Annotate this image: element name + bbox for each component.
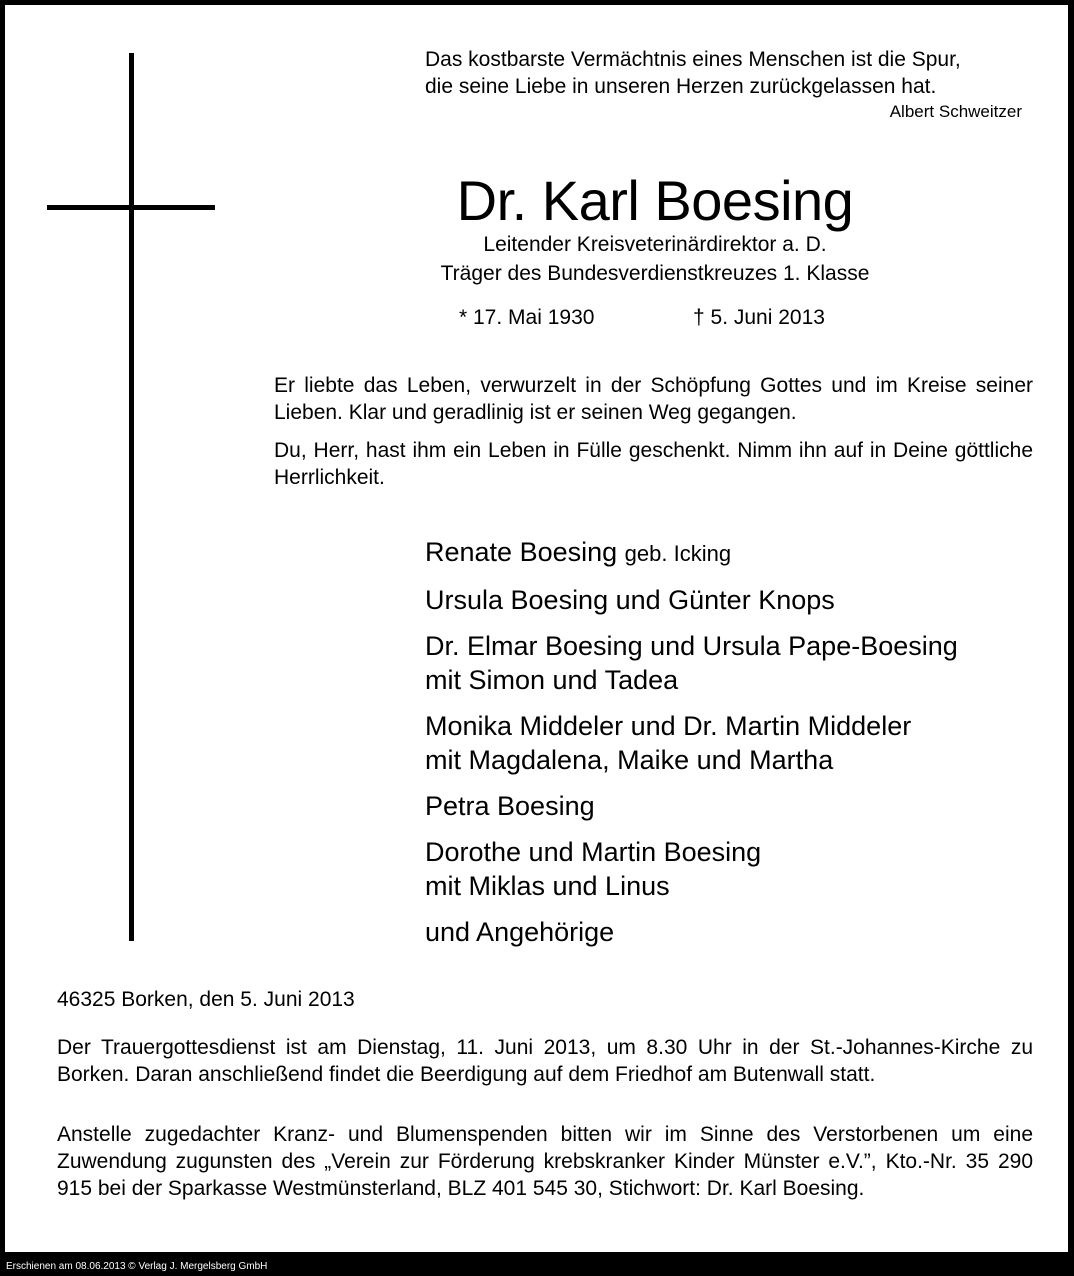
family-entry bbox=[425, 789, 1065, 823]
quote-line-1: Das kostbarste Vermächtnis eines Menschen ist die Spur, bbox=[425, 48, 961, 71]
family-member-elmar-children: mit Simon und Tadea bbox=[425, 665, 679, 695]
family-member-dorothe-children: mit Miklas und Linus bbox=[425, 871, 670, 901]
family-entry bbox=[425, 535, 1065, 571]
family-entry bbox=[425, 835, 1065, 903]
obituary-notice bbox=[5, 5, 1068, 1252]
family-member-ursula: Ursula Boesing und Günter Knops bbox=[425, 585, 835, 615]
tribute-paragraph-2: Du, Herr, hast ihm ein Leben in Fülle geschenkt. Nimm ihn auf in Deine göttliche Herrlichkeit. bbox=[274, 439, 1033, 489]
donation-notice: Anstelle zugedachter Kranz- und Blumenspenden bitten wir im Sinne des Verstorbenen um eine Zuwendung zugunsten des „Verein zur Förderung krebskranker Kinder Münster e.V.”, Kto.-Nr. 35 290 915 bei der Sparkasse Westmünsterland, BLZ 401 545 30, Stichwort: Dr. Karl Boesing. bbox=[57, 1123, 1033, 1200]
family-entry bbox=[425, 583, 1065, 617]
death-date: † 5. Juni 2013 bbox=[693, 306, 825, 329]
place-and-date: 46325 Borken, den 5. Juni 2013 bbox=[57, 988, 355, 1011]
quote-line-2: die seine Liebe in unseren Herzen zurückgelassen hat. bbox=[425, 75, 937, 98]
family-member-dorothe: Dorothe und Martin Boesing bbox=[425, 837, 762, 867]
deceased-title-1: Leitender Kreisveterinärdirektor a. D. bbox=[483, 233, 827, 256]
service-notice: Der Trauergottesdienst ist am Dienstag, 11. Juni 2013, um 8.30 Uhr in der St.-Johannes-Kirche zu Borken. Daran anschließend findet die Beerdigung auf dem Friedhof am Butenwall statt. bbox=[57, 1036, 1033, 1086]
deceased-name: Dr. Karl Boesing bbox=[456, 169, 854, 232]
cross-icon-horizontal bbox=[47, 205, 215, 210]
family-member-monika-children: mit Magdalena, Maike und Martha bbox=[425, 745, 834, 775]
family-entry bbox=[425, 709, 1065, 777]
family-member-renate-nee: geb. Icking bbox=[624, 541, 732, 566]
deceased-title-2: Träger des Bundesverdienstkreuzes 1. Klasse bbox=[440, 262, 870, 285]
quote-author: Albert Schweitzer bbox=[889, 102, 1022, 121]
family-entry bbox=[425, 629, 1065, 697]
family-member-elmar: Dr. Elmar Boesing und Ursula Pape-Boesing bbox=[425, 631, 958, 661]
family-list bbox=[425, 535, 1065, 961]
publication-footer: Erschienen am 08.06.2013 © Verlag J. Mergelsberg GmbH bbox=[6, 1261, 268, 1272]
cross-icon-vertical bbox=[129, 53, 134, 941]
family-relatives: und Angehörige bbox=[425, 917, 615, 947]
family-member-monika: Monika Middeler und Dr. Martin Middeler bbox=[425, 711, 912, 741]
birth-date: * 17. Mai 1930 bbox=[459, 306, 595, 329]
tribute-paragraph-1: Er liebte das Leben, verwurzelt in der Schöpfung Gottes und im Kreise seiner Lieben. Klar und geradlinig ist er seinen Weg gegangen. bbox=[274, 374, 1033, 424]
family-member-petra: Petra Boesing bbox=[425, 791, 595, 821]
quote bbox=[425, 46, 1035, 100]
family-entry bbox=[425, 915, 1065, 949]
family-member-renate: Renate Boesing bbox=[425, 537, 618, 567]
